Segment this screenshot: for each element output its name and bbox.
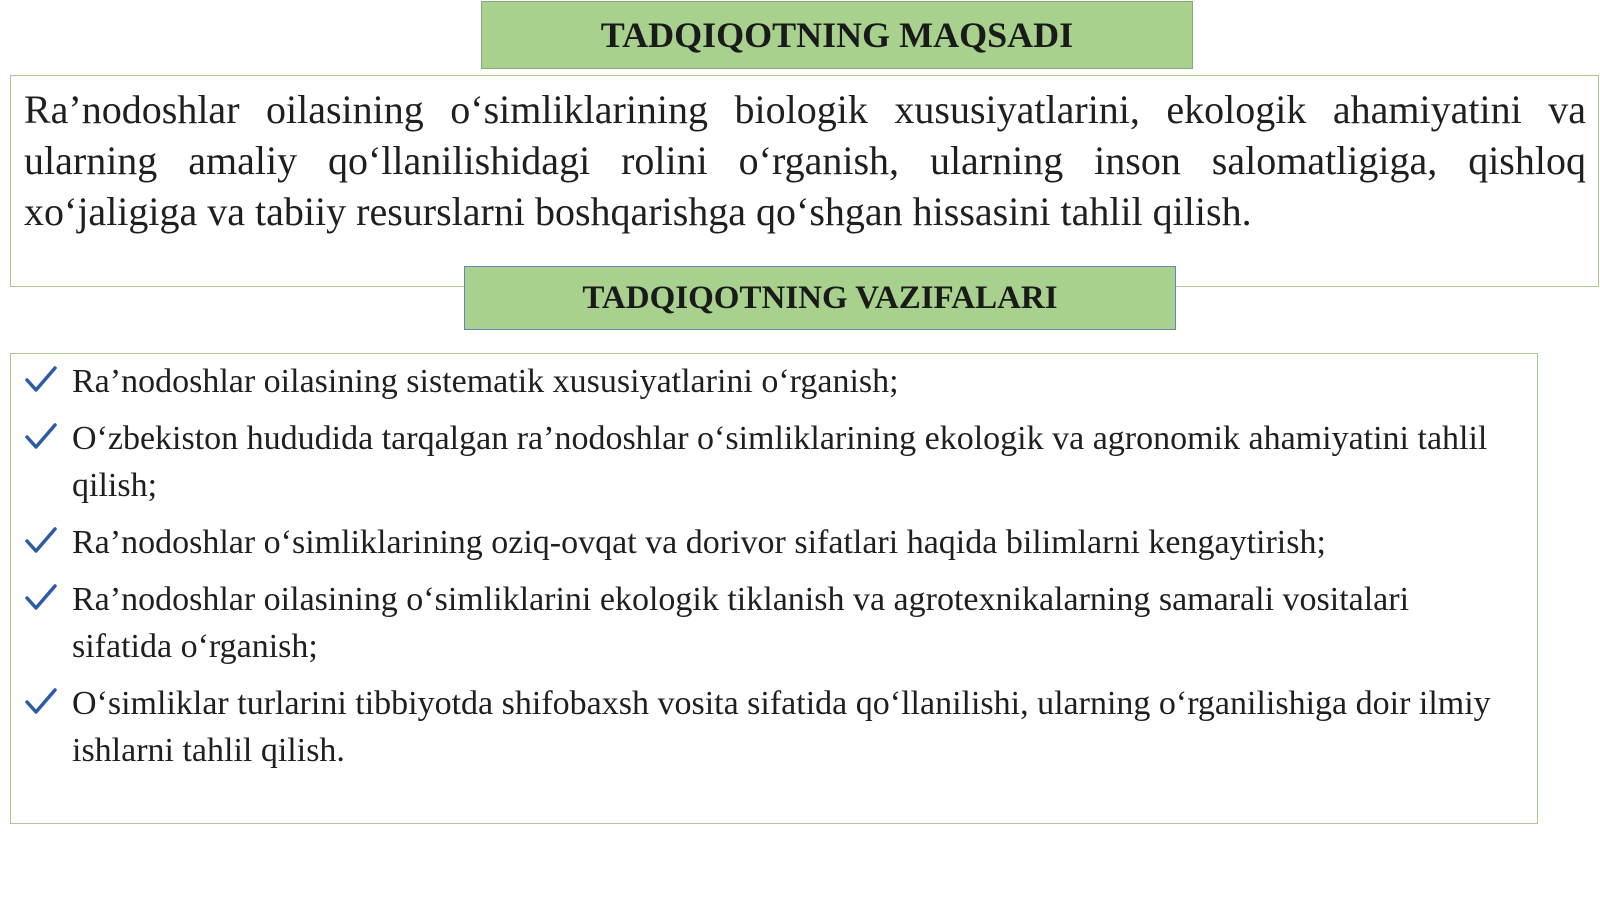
checkmark-icon (25, 527, 57, 557)
goal-text: Ra’nodoshlar oilasining o‘simliklarining biologik xususiyatlarini, ekologik ahamiyatini va ularning amaliy qo‘llanilishidagi rolini o‘rganish, ularning inson salomatligiga, qishloq xo‘jaligiga va tabiiy resurslarni boshqarishga qo‘shgan hissasini tahlil qilish. (24, 87, 1586, 234)
checkmark-icon (25, 584, 57, 614)
task-item (25, 358, 1517, 405)
goal-heading: TADQIQOTNING MAQSADI (481, 1, 1193, 69)
goal-box (10, 75, 1599, 287)
tasks-box (10, 353, 1538, 824)
task-text: O‘zbekiston hududida tarqalgan ra’nodoshlar o‘simliklarining ekologik va agronomik ahamiyatini tahlil qilish; (72, 420, 1488, 504)
task-item (25, 519, 1517, 566)
task-text: Ra’nodoshlar o‘simliklarining oziq-ovqat va dorivor sifatlari haqida bilimlarni kengaytirish; (72, 524, 1326, 561)
tasks-list (25, 358, 1517, 774)
task-item (25, 415, 1517, 509)
tasks-heading: TADQIQOTNING VAZIFALARI (464, 266, 1176, 330)
task-text: Ra’nodoshlar oilasining o‘simliklarini ekologik tiklanish va agrotexnikalarning samarali vositalari sifatida o‘rganish; (72, 581, 1410, 665)
checkmark-icon (25, 423, 57, 453)
task-item (25, 576, 1517, 670)
task-text: Ra’nodoshlar oilasining sistematik xususiyatlarini o‘rganish; (72, 363, 899, 400)
checkmark-icon (25, 688, 57, 718)
checkmark-icon (25, 366, 57, 396)
task-item (25, 680, 1517, 774)
task-text: O‘simliklar turlarini tibbiyotda shifobaxsh vosita sifatida qo‘llanilishi, ularning o‘rganilishiga doir ilmiy ishlarni tahlil qilish. (72, 685, 1491, 769)
